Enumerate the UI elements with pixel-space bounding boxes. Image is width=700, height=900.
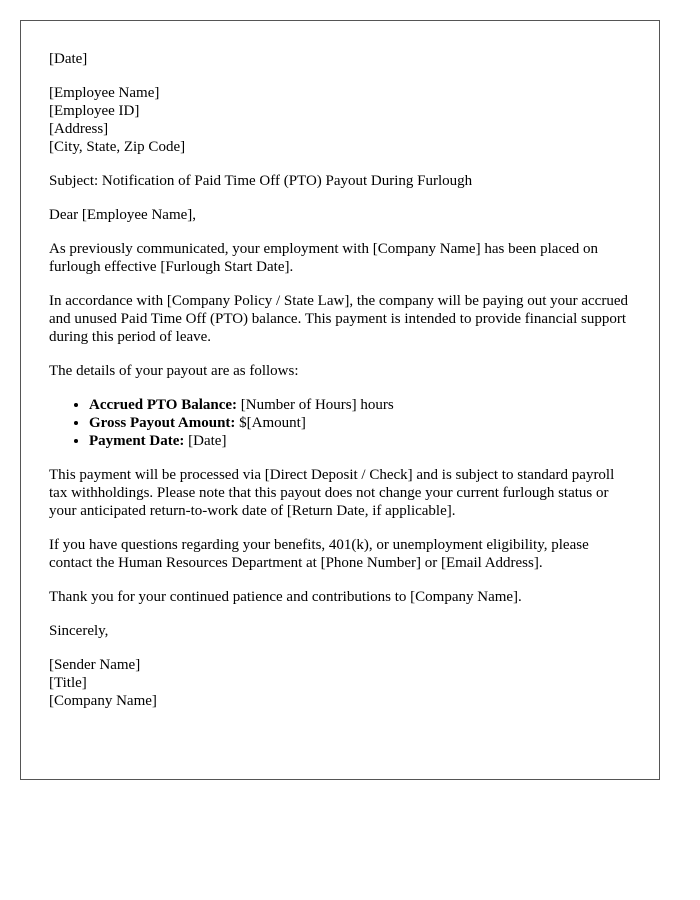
- body-paragraph-details-intro: The details of your payout are as follows:: [49, 363, 299, 379]
- detail-value: [Date]: [184, 433, 227, 449]
- recipient-city-state-zip: [City, State, Zip Code]: [49, 139, 186, 155]
- letter-subject: Subject: Notification of Paid Time Off (PTO) Payout During Furlough: [49, 173, 473, 189]
- detail-label: Payment Date:: [89, 433, 185, 449]
- sender-block: [49, 656, 631, 710]
- recipient-block: [49, 84, 631, 156]
- detail-item-payment-date: [89, 432, 631, 450]
- recipient-name: [Employee Name]: [49, 85, 160, 101]
- detail-value: $[Amount]: [235, 415, 306, 431]
- body-paragraph-payout: In accordance with [Company Policy / State Law], the company will be paying out your accrued and unused Paid Time Off (PTO) balance. This payment is intended to provide financial support during this period of leave.: [49, 293, 628, 345]
- body-paragraph-processing: This payment will be processed via [Direct Deposit / Check] and is subject to standard payroll tax withholdings. Please note that this payout does not change your current furlough status or your anticipated return-to-work date of [Return Date, if applicable].: [49, 467, 615, 519]
- letter-date: [Date]: [49, 51, 88, 67]
- recipient-id: [Employee ID]: [49, 103, 140, 119]
- letter-signoff: Sincerely,: [49, 623, 109, 639]
- recipient-address: [Address]: [49, 121, 109, 137]
- detail-label: Accrued PTO Balance:: [89, 397, 238, 413]
- payout-details-list: [49, 396, 631, 450]
- body-paragraph-furlough: As previously communicated, your employment with [Company Name] has been placed on furlough effective [Furlough Start Date].: [49, 241, 599, 275]
- sender-name: [Sender Name]: [49, 657, 141, 673]
- letter-salutation: Dear [Employee Name],: [49, 207, 197, 223]
- sender-title: [Title]: [49, 675, 87, 691]
- detail-value: [Number of Hours] hours: [237, 397, 394, 413]
- body-paragraph-questions: If you have questions regarding your benefits, 401(k), or unemployment eligibility, please contact the Human Resources Department at [Phone Number] or [Email Address].: [49, 537, 589, 571]
- sender-company: [Company Name]: [49, 693, 157, 709]
- detail-item-pto-balance: [89, 396, 631, 414]
- body-paragraph-thanks: Thank you for your continued patience and contributions to [Company Name].: [49, 589, 522, 605]
- detail-label: Gross Payout Amount:: [89, 415, 236, 431]
- detail-item-gross-amount: [89, 414, 631, 432]
- letter-page: [20, 20, 660, 780]
